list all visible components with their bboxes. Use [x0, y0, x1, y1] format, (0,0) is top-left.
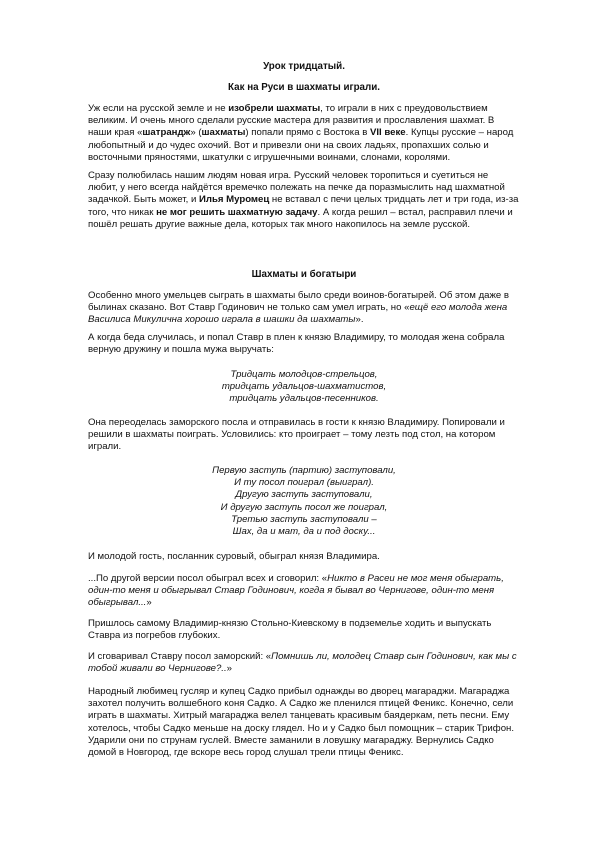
- text-run: , то играли в них с преудовольствием великим. И очень много сделали русские мастера для развития и прославления шахмат. В наши края «: [88, 103, 495, 139]
- italic-run: Помнишь ли, молодец Ставр сын Годинович, как мы с тобой живали во Чернигове?..: [88, 651, 517, 675]
- paragraph-chernigov: [88, 651, 520, 675]
- verse-line: Первую заступь (партию) заступовали,: [212, 465, 396, 476]
- paragraph-victory: И молодой гость, посланник суровый, обыграл князя Владимира.: [88, 551, 380, 562]
- text-run: Уж если на русской земле и не: [88, 103, 229, 114]
- italic-run: ещё его молода жена Василиса Микулична хорошо играла в шашки да шахматы: [88, 302, 508, 326]
- paragraph-captivity: А когда беда случилась, и попал Ставр в плен к князю Владимиру, то молодая жена собрала верную дружину и пошла мужа выручать:: [88, 332, 505, 356]
- paragraph-disguise: Она переоделась заморского посла и отправилась в гости к князю Владимиру. Попировали и решили в шахматы поиграть. Условились: кто проиграет – тому лезть под стол, на котором играли.: [88, 417, 505, 453]
- italic-run: Никто в Расеи не мог меня обыграть, один-то меня и обыгрывал Ставр Годинович, когда я бывал во Чернигове, один-то меня обыгрывал...: [88, 573, 504, 609]
- text-run: ».: [355, 314, 364, 326]
- verse-line: Шах, да и мат, да и под доску...: [232, 526, 376, 538]
- text-run: ...По другой версии посол обыграл всех и сговорил: «: [88, 573, 328, 584]
- paragraph-version: [88, 573, 520, 610]
- verse-line: Третью заступь заступовали –: [231, 513, 377, 525]
- text-run: . А когда решил – встал, расправил плечи и пошёл решать другие важные дела, которых так много накопилось на земле русской.: [88, 206, 513, 230]
- lesson-title: Урок тридцатый.: [263, 61, 345, 72]
- bold-run: шахматы: [201, 127, 246, 139]
- verse-line: Тридцать молодцов-стрельцов,: [230, 369, 378, 380]
- text-run: И сговаривал Ставру посол заморский: «: [88, 651, 272, 662]
- text-run: Особенно много умельцев сыграть в шахматы было среди воинов-богатырей. Об этом даже в былинах сказано. Вот Ставр Годинович не только сам умел играть, но «: [88, 290, 510, 314]
- text-run: » (: [190, 127, 202, 139]
- verse-druzhina: [88, 369, 520, 406]
- paragraph-sadko: Народный любимец гусляр и купец Садко прибыл однажды во дворец магараджи. Магараджа захотел получить волшебного коня Садко. А Садко же пленился птицей Феникс. Конечно, сели играть в шахматы. Хитрый магараджа велел танцевать красивым баядеркам, петь песни. Ему хотелось, чтобы Садко меньше на доску глядел. Но и у Садко был помощник – старик Трифон. Ударили они по струнам гуслей. Вместе заманили в ловушку магараджу. Вернулись Садко домой в Новгород, где вскоре весь город слушал трели птицы Феникс.: [88, 686, 514, 759]
- text-run: »: [146, 597, 152, 609]
- text-run: . Купцы русские – народ любопытный и до чудес охочий. Вот и привезли они на своих ладьях, пропахших солью и восточными пряностями, шкатулки с игрушечными воинами, слонами, королями.: [88, 127, 514, 163]
- text-run: Сразу полюбилась нашим людям новая игра. Русский человек торопиться и суетиться не любит, у него всегда найдётся времечко полежать на печке да поразмыслить над шахматной задачкой. Быть может, и: [88, 170, 505, 206]
- bold-run: не мог решить шахматную задачу: [156, 206, 318, 218]
- verse-line: И ту посол поиграл (выиграл).: [234, 477, 374, 489]
- paragraph-release: Пришлось самому Владимир-князю Стольно-Киевскому в подземелье ходить и выпускать Ставра из погребов глубоких.: [88, 618, 492, 642]
- lesson-subtitle: Как на Руси в шахматы играли.: [228, 82, 380, 93]
- bold-run: шатрандж: [142, 127, 191, 139]
- bold-run: изобрели шахматы: [228, 103, 321, 114]
- verse-game: [88, 465, 520, 538]
- bold-run: VII веке: [369, 127, 406, 139]
- text-run: ) попали прямо с Востока в: [245, 127, 370, 139]
- text-run: »: [226, 663, 232, 675]
- section-title: Шахматы и богатыри: [251, 269, 357, 280]
- verse-line: Другую заступь заступовали,: [235, 489, 373, 501]
- verse-line: тридцать удальцов-песенников.: [229, 393, 379, 405]
- paragraph-intro: [88, 103, 520, 164]
- bold-run: Илья Муромец: [198, 194, 270, 206]
- paragraph-stavr: [88, 290, 520, 327]
- verse-line: И другую заступь посол же поиграл,: [220, 501, 388, 513]
- verse-line: тридцать удальцов-шахматистов,: [221, 381, 387, 393]
- paragraph-ilya: [88, 170, 520, 231]
- text-run: не вставал с печи целых тридцать лет и три года, из-за того, что никак: [88, 194, 519, 218]
